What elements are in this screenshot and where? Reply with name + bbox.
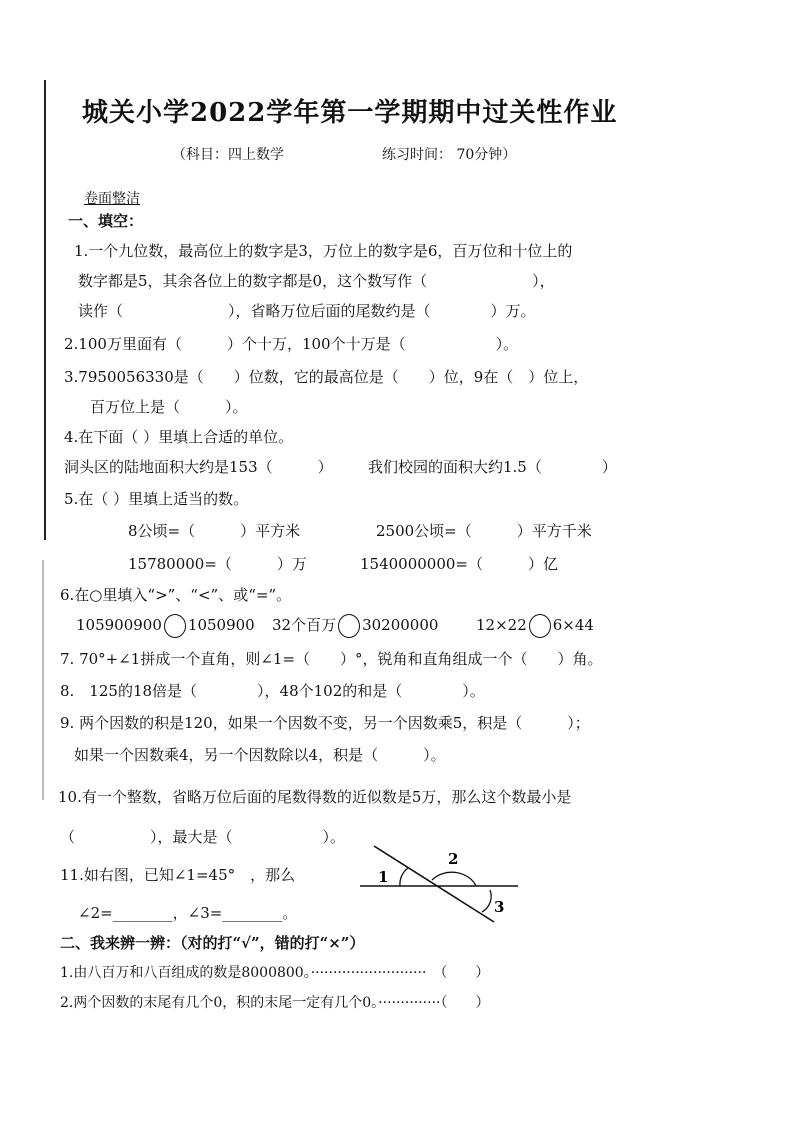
time-label: 练习时间： 70分钟） (382, 147, 517, 163)
compare-circle-1[interactable] (164, 614, 186, 638)
question-9-line-2: 如果一个因数乘4，另一个因数除以4，积是（ ）。 (74, 746, 446, 764)
question-5: 5.在（ ）里填上适当的数。 (64, 490, 249, 508)
compare-2-right: 30200000 (362, 616, 439, 634)
section2-heading: 二、我来辨一辨：（对的打“√”，错的打“×”） (60, 934, 365, 952)
question-11-line-1: 11.如右图，已知∠1=45° ，那么 (60, 866, 296, 884)
binding-margin-line-lower (42, 560, 44, 800)
question-1-line-3: 读作（ ），省略万位后面的尾数约是（ ）万。 (78, 302, 536, 320)
compare-1-left: 105900900 (76, 616, 162, 634)
angle-2-arc (432, 872, 476, 886)
compare-3-right: 6×44 (552, 616, 594, 634)
compare-circle-2[interactable] (338, 614, 360, 638)
compare-3-left: 12×22 (476, 616, 527, 634)
question-6-compare-2 (272, 614, 438, 638)
section1-heading: 一、填空： (68, 212, 144, 230)
angle-2-label: 2 (448, 850, 459, 868)
judge-question-2: 2.两个因数的末尾有几个0，积的末尾一定有几个0。··············（ ） (60, 995, 490, 1011)
question-10-line-2: （ ），最大是（ ）。 (60, 828, 346, 846)
compare-2-left: 32个百万 (272, 616, 337, 634)
page-title: 城关小学2022学年第一学期期中过关性作业 (82, 98, 618, 128)
question-6: 6.在○里填入“>”、“<”、或“=”。 (60, 586, 292, 604)
compare-circle-3[interactable] (529, 614, 551, 638)
neatness-label: 卷面整洁 (84, 191, 140, 207)
question-5-part-c: 15780000=（ ）万 (128, 555, 307, 573)
transversal-line (374, 846, 494, 922)
question-3-line-1: 3.7950056330是（ ）位数，它的最高位是（ ）位，9在（ ）位上， (64, 368, 589, 386)
angle-1-arc (400, 868, 408, 886)
question-10-line-1: 10.有一个整数，省略万位后面的尾数得数的近似数是5万，那么这个数最小是 (58, 788, 572, 806)
question-6-compare-1 (76, 614, 255, 638)
judge-question-1: 1.由八百万和八百组成的数是8000800。·························· （ ） (60, 965, 490, 981)
angle-1-label: 1 (378, 868, 389, 886)
angle-3-arc (482, 890, 491, 912)
binding-margin-line (44, 80, 46, 540)
question-5-part-a: 8公顷=（ ）平方米 (128, 522, 301, 540)
question-9-line-1: 9. 两个因数的积是120，如果一个因数不变，另一个因数乘5，积是（ ）； (60, 714, 590, 732)
question-6-compare-3 (476, 614, 594, 638)
question-2: 2.100万里面有（ ）个十万，100个十万是（ ）。 (64, 335, 519, 353)
question-3-line-2: 百万位上是（ ）。 (90, 398, 248, 416)
question-5-part-b: 2500公顷=（ ）平方千米 (376, 522, 592, 540)
angle-3-label: 3 (494, 898, 505, 916)
question-4-part-b: 我们校园的面积大约1.5（ ） (368, 458, 617, 476)
question-5-part-d: 1540000000=（ ）亿 (360, 555, 559, 573)
compare-1-right: 1050900 (187, 616, 255, 634)
subject-label: （科目：四上数学 (172, 147, 284, 163)
question-4: 4.在下面（ ）里填上合适的单位。 (64, 428, 294, 446)
question-4-part-a: 洞头区的陆地面积大约是153（ ） (64, 458, 333, 476)
question-1-line-2: 数字都是5，其余各位上的数字都是0，这个数写作（ ）， (78, 272, 555, 290)
question-1-line-1: 1.一个九位数，最高位上的数字是3，万位上的数字是6，百万位和十位上的 (74, 242, 573, 260)
question-7: 7. 70°+∠1拼成一个直角，则∠1=（ ）°，锐角和直角组成一个（ ）角。 (60, 650, 603, 668)
question-8: 8. 125的18倍是（ ），48个102的和是（ ）。 (60, 682, 485, 700)
question-11-line-2: ∠2=________，∠3=________。 (78, 904, 298, 922)
angle-figure (340, 840, 530, 930)
